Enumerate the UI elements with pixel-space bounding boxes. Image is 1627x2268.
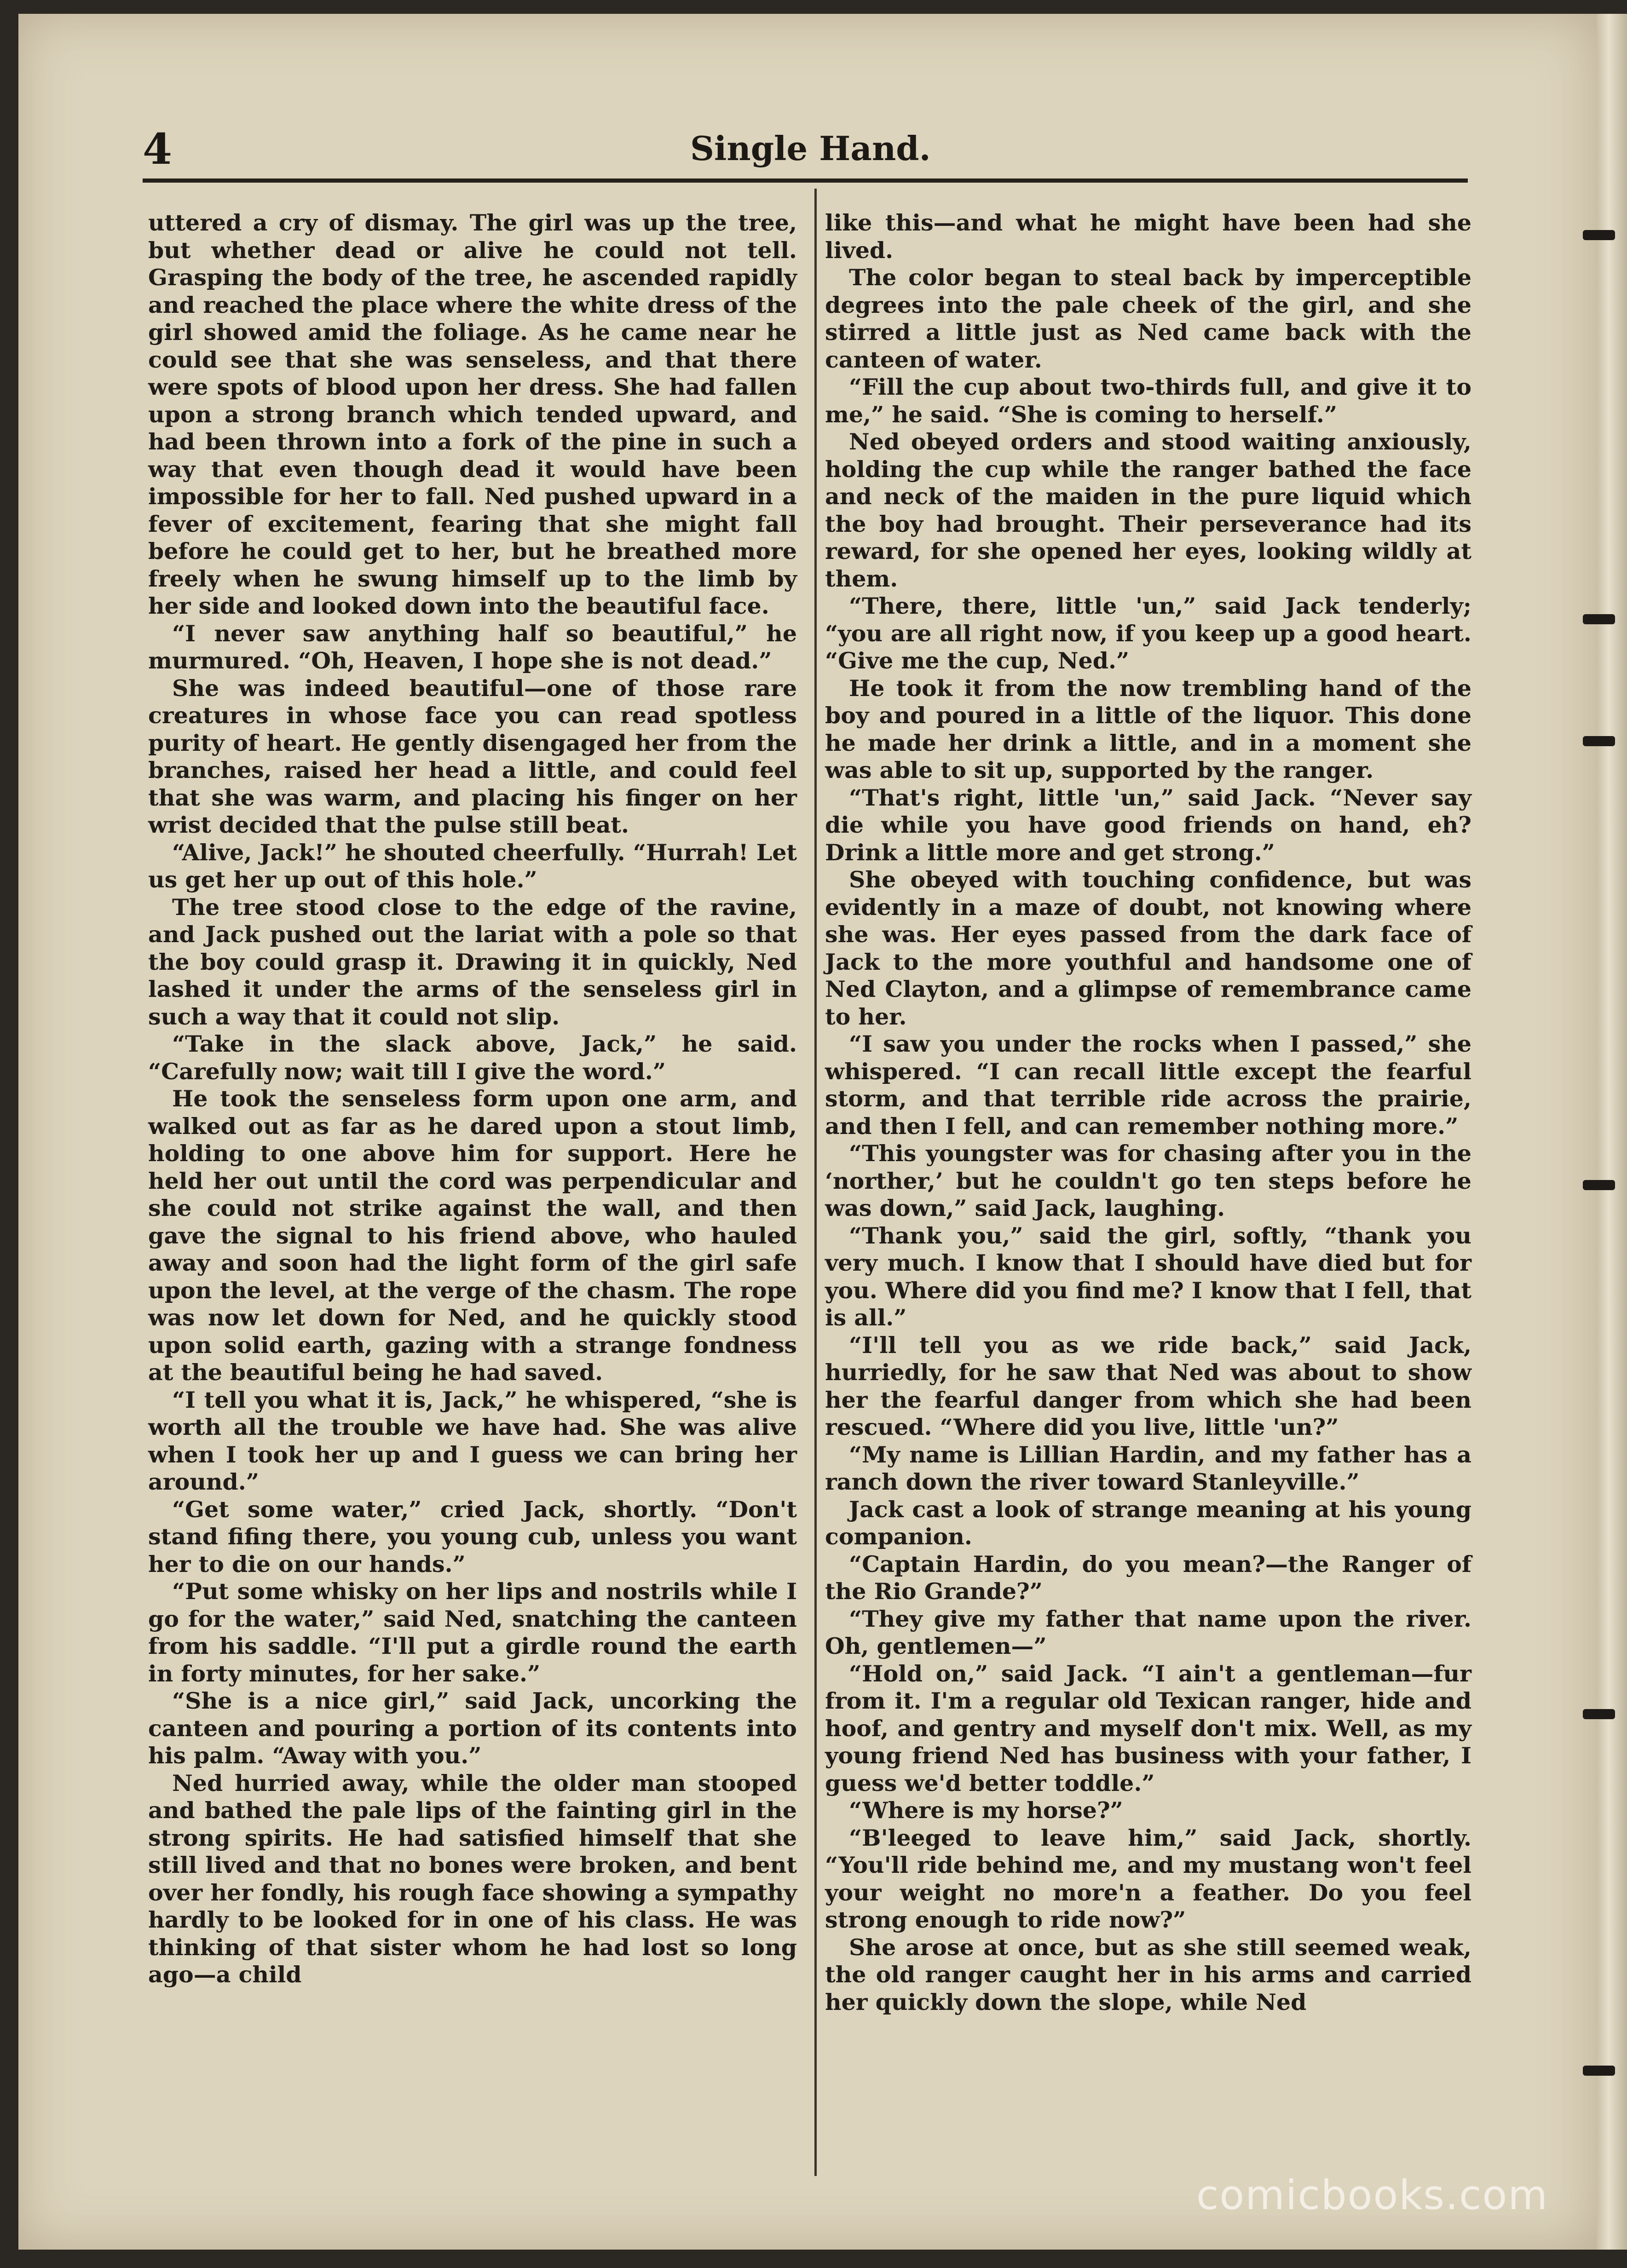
- left-column: [148, 209, 797, 1989]
- paragraph: The color began to steal back by imperceptible degrees into the pale cheek of the girl, and she stirred a little just as Ned came back with the canteen of water.: [825, 264, 1471, 373]
- paragraph: Ned obeyed orders and stood waiting anxiously, holding the cup while the ranger bathed the face and neck of the maiden in the pure liquid which the boy had brought. Their perseverance had its reward, for she opened her eyes, looking wildly at them.: [825, 428, 1471, 592]
- paragraph: “Put some whisky on her lips and nostrils while I go for the water,” said Ned, snatching the canteen from his saddle. “I'll put a girdle round the earth in forty minutes, for her sake.”: [148, 1578, 797, 1687]
- binding-mark: [1583, 2066, 1615, 2076]
- paragraph: “I saw you under the rocks when I passed,” she whispered. “I can recall little except the fearful storm, and that terrible ride across the prairie, and then I fell, and can remember nothing more.”: [825, 1030, 1471, 1140]
- paragraph: “Fill the cup about two-thirds full, and give it to me,” he said. “She is coming to herself.”: [825, 374, 1471, 428]
- paragraph: “I'll tell you as we ride back,” said Jack, hurriedly, for he saw that Ned was about to show her the fearful danger from which she had been rescued. “Where did you live, little 'un?”: [825, 1331, 1471, 1440]
- header-rule: [143, 178, 1468, 183]
- paragraph: “B'leeged to leave him,” said Jack, shortly. “You'll ride behind me, and my mustang won't feel your weight no more'n a feather. Do you feel strong enough to ride now?”: [825, 1824, 1471, 1933]
- paragraph: “They give my father that name upon the river. Oh, gentlemen—”: [825, 1605, 1471, 1659]
- paragraph: The tree stood close to the edge of the ravine, and Jack pushed out the lariat with a pole so that the boy could grasp it. Drawing it in quickly, Ned lashed it under the arms of the senseless girl in such a way that it could not slip.: [148, 893, 797, 1030]
- page-edge: [1597, 14, 1627, 2250]
- paragraph: Ned hurried away, while the older man stooped and bathed the pale lips of the fainting girl in the strong spirits. He had satisfied himself that she still lived and that no bones were broken, and bent over her fondly, his rough face showing a sympathy hardly to be looked for in one of his class. He was thinking of that sister whom he had lost so long ago—a child: [148, 1769, 797, 1988]
- binding-mark: [1583, 736, 1615, 746]
- paragraph: She obeyed with touching confidence, but was evidently in a maze of doubt, not knowing where she was. Her eyes passed from the dark face of Jack to the more youthful and handsome one of Ned Clayton, and a glimpse of remembrance came to her.: [825, 866, 1471, 1030]
- paragraph: “Captain Hardin, do you mean?—the Ranger of the Rio Grande?”: [825, 1550, 1471, 1605]
- paragraph: She arose at once, but as she still seemed weak, the old ranger caught her in his arms and carried her quickly down the slope, while Ned: [825, 1934, 1471, 2015]
- paragraph: Jack cast a look of strange meaning at his young companion.: [825, 1496, 1471, 1550]
- paragraph: “That's right, little 'un,” said Jack. “Never say die while you have good friends on hand, eh? Drink a little more and get strong.”: [825, 784, 1471, 866]
- paragraph: “I tell you what it is, Jack,” he whispered, “she is worth all the trouble we have had. She was alive when I took her up and I guess we can bring her around.”: [148, 1386, 797, 1495]
- paragraph: “There, there, little 'un,” said Jack tenderly; “you are all right now, if you keep up a good heart. “Give me the cup, Ned.”: [825, 593, 1471, 674]
- paragraph: “Take in the slack above, Jack,” he said. “Carefully now; wait till I give the word.”: [148, 1030, 797, 1085]
- watermark: comicbooks.com: [1196, 2171, 1549, 2219]
- binding-mark: [1583, 1709, 1615, 1719]
- paragraph: “Hold on,” said Jack. “I ain't a gentleman—fur from it. I'm a regular old Texican ranger, hide and hoof, and gentry and myself don't mix. Well, as my young friend Ned has business with your father, I guess we'd better toddle.”: [825, 1660, 1471, 1796]
- paragraph: uttered a cry of dismay. The girl was up the tree, but whether dead or alive he could not tell. Grasping the body of the tree, he ascended rapidly and reached the place where the white dress of the girl showed amid the foliage. As he came near he could see that she was senseless, and that there were spots of blood upon her dress. She had fallen upon a strong branch which tended upward, and had been thrown into a fork of the pine in such a way that even though dead it would have been impossible for her to fall. Ned pushed upward in a fever of excitement, fearing that she might fall before he could get to her, but he breathed more freely when he swung himself up to the limb by her side and looked down into the beautiful face.: [148, 209, 797, 619]
- paragraph: He took it from the now trembling hand of the boy and poured in a little of the liquor. This done he made her drink a little, and in a moment she was able to sit up, supported by the ranger.: [825, 674, 1471, 783]
- paragraph: She was indeed beautiful—one of those rare creatures in whose face you can read spotless purity of heart. He gently disengaged her from the branches, raised her head a little, and could feel that she was warm, and placing his finger on her wrist decided that the pulse still beat.: [148, 674, 797, 838]
- binding-mark: [1583, 230, 1615, 240]
- paragraph: “Where is my horse?”: [849, 1797, 1123, 1824]
- binding-mark: [1583, 1180, 1615, 1190]
- paragraph: like this—and what he might have been had she lived.: [825, 209, 1471, 264]
- column-divider: [814, 189, 817, 2176]
- page-number: 4: [143, 124, 173, 174]
- paragraph: “I never saw anything half so beautiful,” he murmured. “Oh, Heaven, I hope she is not dead.”: [148, 620, 797, 674]
- paragraph: “This youngster was for chasing after you in the ‘norther,’ but he couldn't go ten steps before he was down,” said Jack, laughing.: [825, 1140, 1471, 1221]
- paragraph: He took the senseless form upon one arm, and walked out as far as he dared upon a stout limb, holding to one above him for support. Here he held her out until the cord was perpendicular and she could not strike against the wall, and then gave the signal to his friend above, who hauled away and soon had the light form of the girl safe upon the level, at the verge of the chasm. The rope was now let down for Ned, and he quickly stood upon solid earth, gazing with a strange fondness at the beautiful being he had saved.: [148, 1085, 797, 1386]
- paragraph: “Get some water,” cried Jack, shortly. “Don't stand fifing there, you young cub, unless you want her to die on our hands.”: [148, 1496, 797, 1577]
- binding-mark: [1583, 614, 1615, 624]
- right-column: [825, 209, 1471, 2016]
- paragraph: “She is a nice girl,” said Jack, uncorking the canteen and pouring a portion of its contents into his palm. “Away with you.”: [148, 1687, 797, 1769]
- paragraph: “Thank you,” said the girl, softly, “thank you very much. I know that I should have died but for you. Where did you find me? I know that I fell, that is all.”: [825, 1222, 1471, 1331]
- paragraph: “Alive, Jack!” he shouted cheerfully. “Hurrah! Let us get her up out of this hole.”: [148, 839, 797, 893]
- paragraph: “My name is Lillian Hardin, and my father has a ranch down the river toward Stanleyville.”: [825, 1441, 1471, 1495]
- running-title: Single Hand.: [690, 129, 931, 168]
